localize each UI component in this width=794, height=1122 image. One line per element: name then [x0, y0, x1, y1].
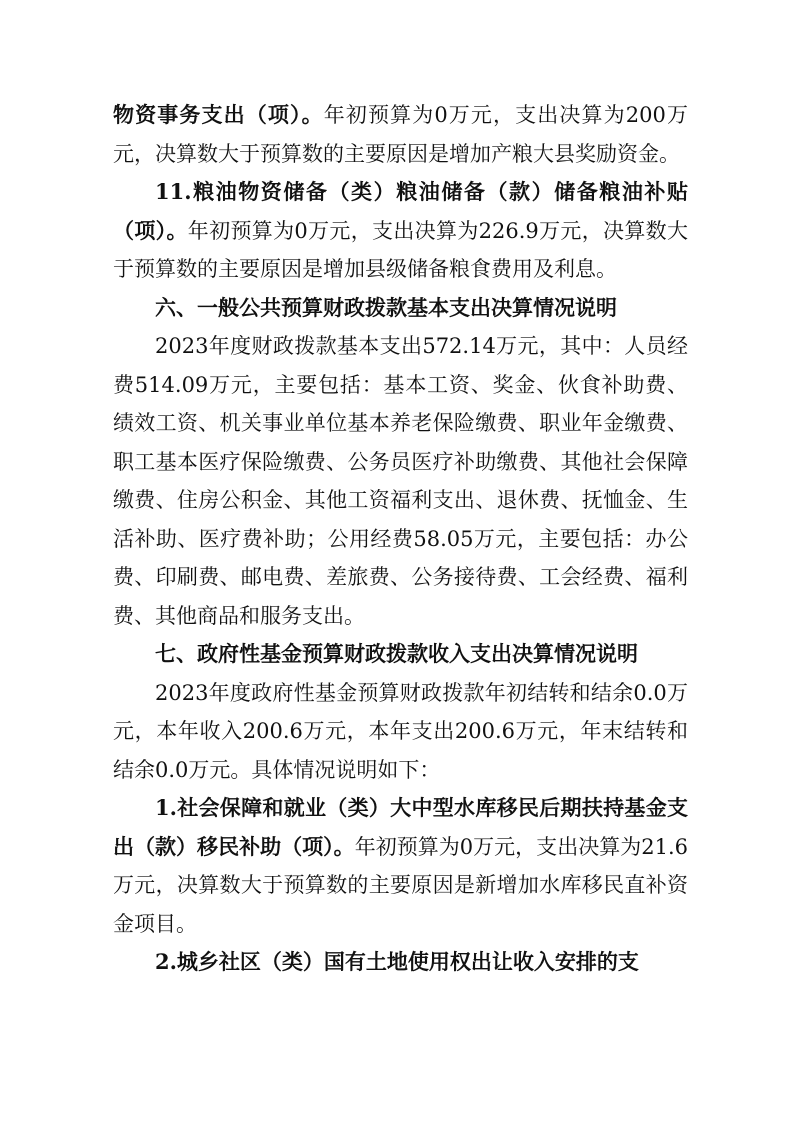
paragraph-reservoir-migrant-subsidy: [113, 789, 688, 943]
paragraph-basic-expenditure: [113, 327, 688, 635]
item-text: 2023年度财政拨款基本支出572.14万元，其中：人员经费514.09万元，主要包括：基本工资、奖金、伙食补助费、绩效工资、机关事业单位基本养老保险缴费、职业年金缴费、职工基本医疗保险缴费、公务员医疗补助缴费、其他社会保障缴费、住房公积金、其他工资福利支出、退休费、抚恤金、生活补助、医疗费补助；公用经费58.05万元，主要包括：办公费、印刷费、邮电费、差旅费、公务接待费、工会经费、福利费、其他商品和服务支出。: [113, 334, 688, 628]
item-text: 2023年度政府性基金预算财政拨款年初结转和结余0.0万元，本年收入200.6万元，本年支出200.6万元，年末结转和结余0.0万元。具体情况说明如下：: [113, 680, 688, 782]
item-title: 2.城乡社区（类）国有土地使用权出让收入安排的支: [155, 949, 639, 974]
section-heading-six: 六、一般公共预算财政拨款基本支出决算情况说明: [155, 295, 617, 320]
paragraph-grain-material-expense: [113, 96, 688, 173]
item-title: 1.社会保障和就业（类）大中型水库移民后期扶持基金支出（款）移民补助（项）。: [113, 795, 688, 859]
item-title: 11.粮油物资储备（类）粮油储备（款）储备粮油补贴（项）。: [113, 179, 688, 243]
document-body: [113, 96, 688, 982]
item-text: 年初预算为0万元，支出决算为226.9万元，决算数大于预算数的主要原因是增加县级储备粮食费用及利息。: [113, 218, 689, 281]
section-heading-seven: 七、政府性基金预算财政拨款收入支出决算情况说明: [155, 642, 638, 666]
paragraph-urban-rural-community: [113, 943, 688, 982]
item-text: 年初预算为0万元，支出决算为200万元，决算数大于预算数的主要原因是增加产粮大县奖励资金。: [113, 103, 688, 166]
paragraph-fund-overview: [113, 674, 688, 790]
paragraph-grain-reserve-subsidy: [113, 173, 688, 289]
item-title: 物资事务支出（项）。: [113, 102, 324, 127]
item-text: 年初预算为0万元，支出决算为21.6万元，决算数大于预算数的主要原因是新增加水库移民直补资金项目。: [113, 834, 689, 936]
